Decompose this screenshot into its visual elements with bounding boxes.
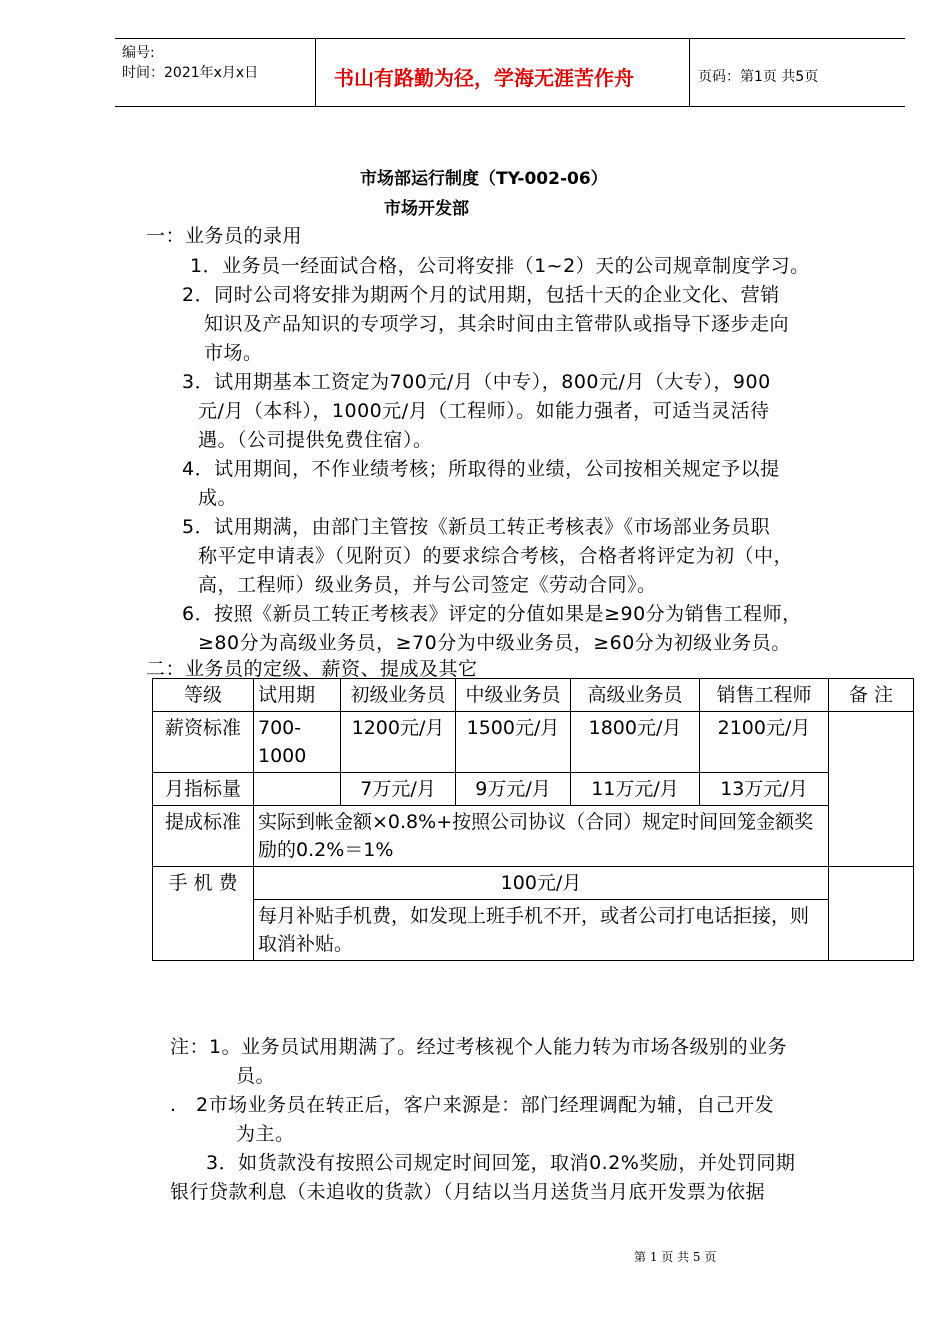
header-page-label: 页码：第1页 共5页	[698, 69, 819, 85]
item-3-line-2: 元/月（本科），1000元/月（工程师）。如能力强者，可适当灵活待	[198, 400, 770, 422]
header-cell: 等级	[153, 679, 254, 712]
remark-cell	[829, 712, 914, 867]
item-1-line-1: 1．业务员一经面试合格，公司将安排（1~2）天的公司规章制度学习。	[190, 255, 810, 277]
target-cell: 7万元/月	[341, 773, 456, 806]
item-3-line-3: 遇。（公司提供免费住宿）。	[198, 429, 433, 451]
document-title: 市场部运行制度（TY-002-06）	[360, 169, 608, 189]
row-label: 提成标准	[153, 806, 254, 867]
row-label: 薪资标准	[153, 712, 254, 773]
note-line: 银行贷款利息（未追收的货款）（月结以当月送货当月底开发票为依据	[170, 1181, 766, 1203]
item-2-line-1: 2．同时公司将安排为期两个月的试用期，包括十天的企业文化、营销	[182, 284, 780, 306]
header-time-label: 时间：2021年x月x日	[122, 65, 259, 81]
row-label: 月指标量	[153, 773, 254, 806]
item-5-line-1: 5．试用期满，由部门主管按《新员工转正考核表》《市场部业务员职	[182, 516, 771, 538]
item-3-line-1: 3．试用期基本工资定为700元/月（中专），800元/月（大专），900	[182, 371, 771, 393]
remark-cell	[829, 867, 914, 961]
salary-cell: 700-1000	[254, 712, 341, 773]
header-cell: 销售工程师	[700, 679, 829, 712]
item-4-line-1: 4．试用期间，不作业绩考核；所取得的业绩，公司按相关规定予以提	[182, 458, 780, 480]
footer-page-number: 第 1 页 共 5 页	[634, 1250, 717, 1264]
header-cell: 高级业务员	[571, 679, 700, 712]
table-row-phone-note	[153, 900, 914, 961]
salary-cell: 1800元/月	[571, 712, 700, 773]
header-top-border	[115, 38, 905, 39]
note-line: 为主。	[236, 1123, 295, 1145]
target-cell: 9万元/月	[456, 773, 571, 806]
phone-amount-cell: 100元/月	[254, 867, 829, 900]
header-cell: 中级业务员	[456, 679, 571, 712]
item-5-line-3: 高，工程师）级业务员，并与公司签定《劳动合同》。	[198, 574, 657, 596]
commission-cell: 实际到帐金额×0.8%+按照公司协议（合同）规定时间回笼金额奖励的0.2%＝1%	[254, 806, 829, 867]
item-2-line-3: 市场。	[204, 342, 263, 364]
header-cell: 试用期	[254, 679, 341, 712]
header-bottom-border	[115, 106, 905, 107]
target-cell: 13万元/月	[700, 773, 829, 806]
row-label: 手 机 费	[153, 867, 254, 961]
header-number-label: 编号:	[122, 45, 155, 61]
note-line: 3．如货款没有按照公司规定时间回笼，取消0.2%奖励，并处罚同期	[206, 1152, 796, 1174]
note-line: . 2市场业务员在转正后，客户来源是：部门经理调配为辅，自己开发	[170, 1094, 775, 1116]
table-row-target	[153, 773, 914, 806]
table-row-commission	[153, 806, 914, 867]
section-heading-1: 一：业务员的录用	[146, 225, 303, 247]
item-2-line-2: 知识及产品知识的专项学习，其余时间由主管带队或指导下逐步走向	[204, 313, 790, 335]
header-divider-left	[315, 38, 316, 107]
phone-note-cell: 每月补贴手机费，如发现上班手机不开，或者公司打电话拒接，则取消补贴。	[254, 900, 829, 961]
grade-table	[152, 678, 914, 961]
header-cell: 备 注	[829, 679, 914, 712]
salary-cell: 1200元/月	[341, 712, 456, 773]
target-cell: 11万元/月	[571, 773, 700, 806]
header-divider-right	[689, 38, 690, 107]
table-row-phone	[153, 867, 914, 900]
item-4-line-2: 成。	[198, 487, 238, 509]
header-motto: 书山有路勤为径，学海无涯苦作舟	[334, 66, 634, 90]
table-header-row	[153, 679, 914, 712]
note-line: 注：1。业务员试用期满了。经过考核视个人能力转为市场各级别的业务	[170, 1036, 788, 1058]
note-line: 员。	[236, 1065, 276, 1087]
table-row-salary	[153, 712, 914, 773]
section-heading-2: 二：业务员的定级、薪资、提成及其它	[146, 658, 478, 680]
target-cell	[254, 773, 341, 806]
item-6-line-1: 6．按照《新员工转正考核表》评定的分值如果是≥90分为销售工程师，	[182, 603, 802, 625]
item-5-line-2: 称平定申请表》（见附页）的要求综合考核，合格者将评定为初（中，	[198, 545, 794, 567]
salary-cell: 1500元/月	[456, 712, 571, 773]
header-cell: 初级业务员	[341, 679, 456, 712]
document-subtitle: 市场开发部	[384, 199, 469, 219]
salary-cell: 2100元/月	[700, 712, 829, 773]
item-6-line-2: ≥80分为高级业务员，≥70分为中级业务员，≥60分为初级业务员。	[198, 632, 791, 654]
